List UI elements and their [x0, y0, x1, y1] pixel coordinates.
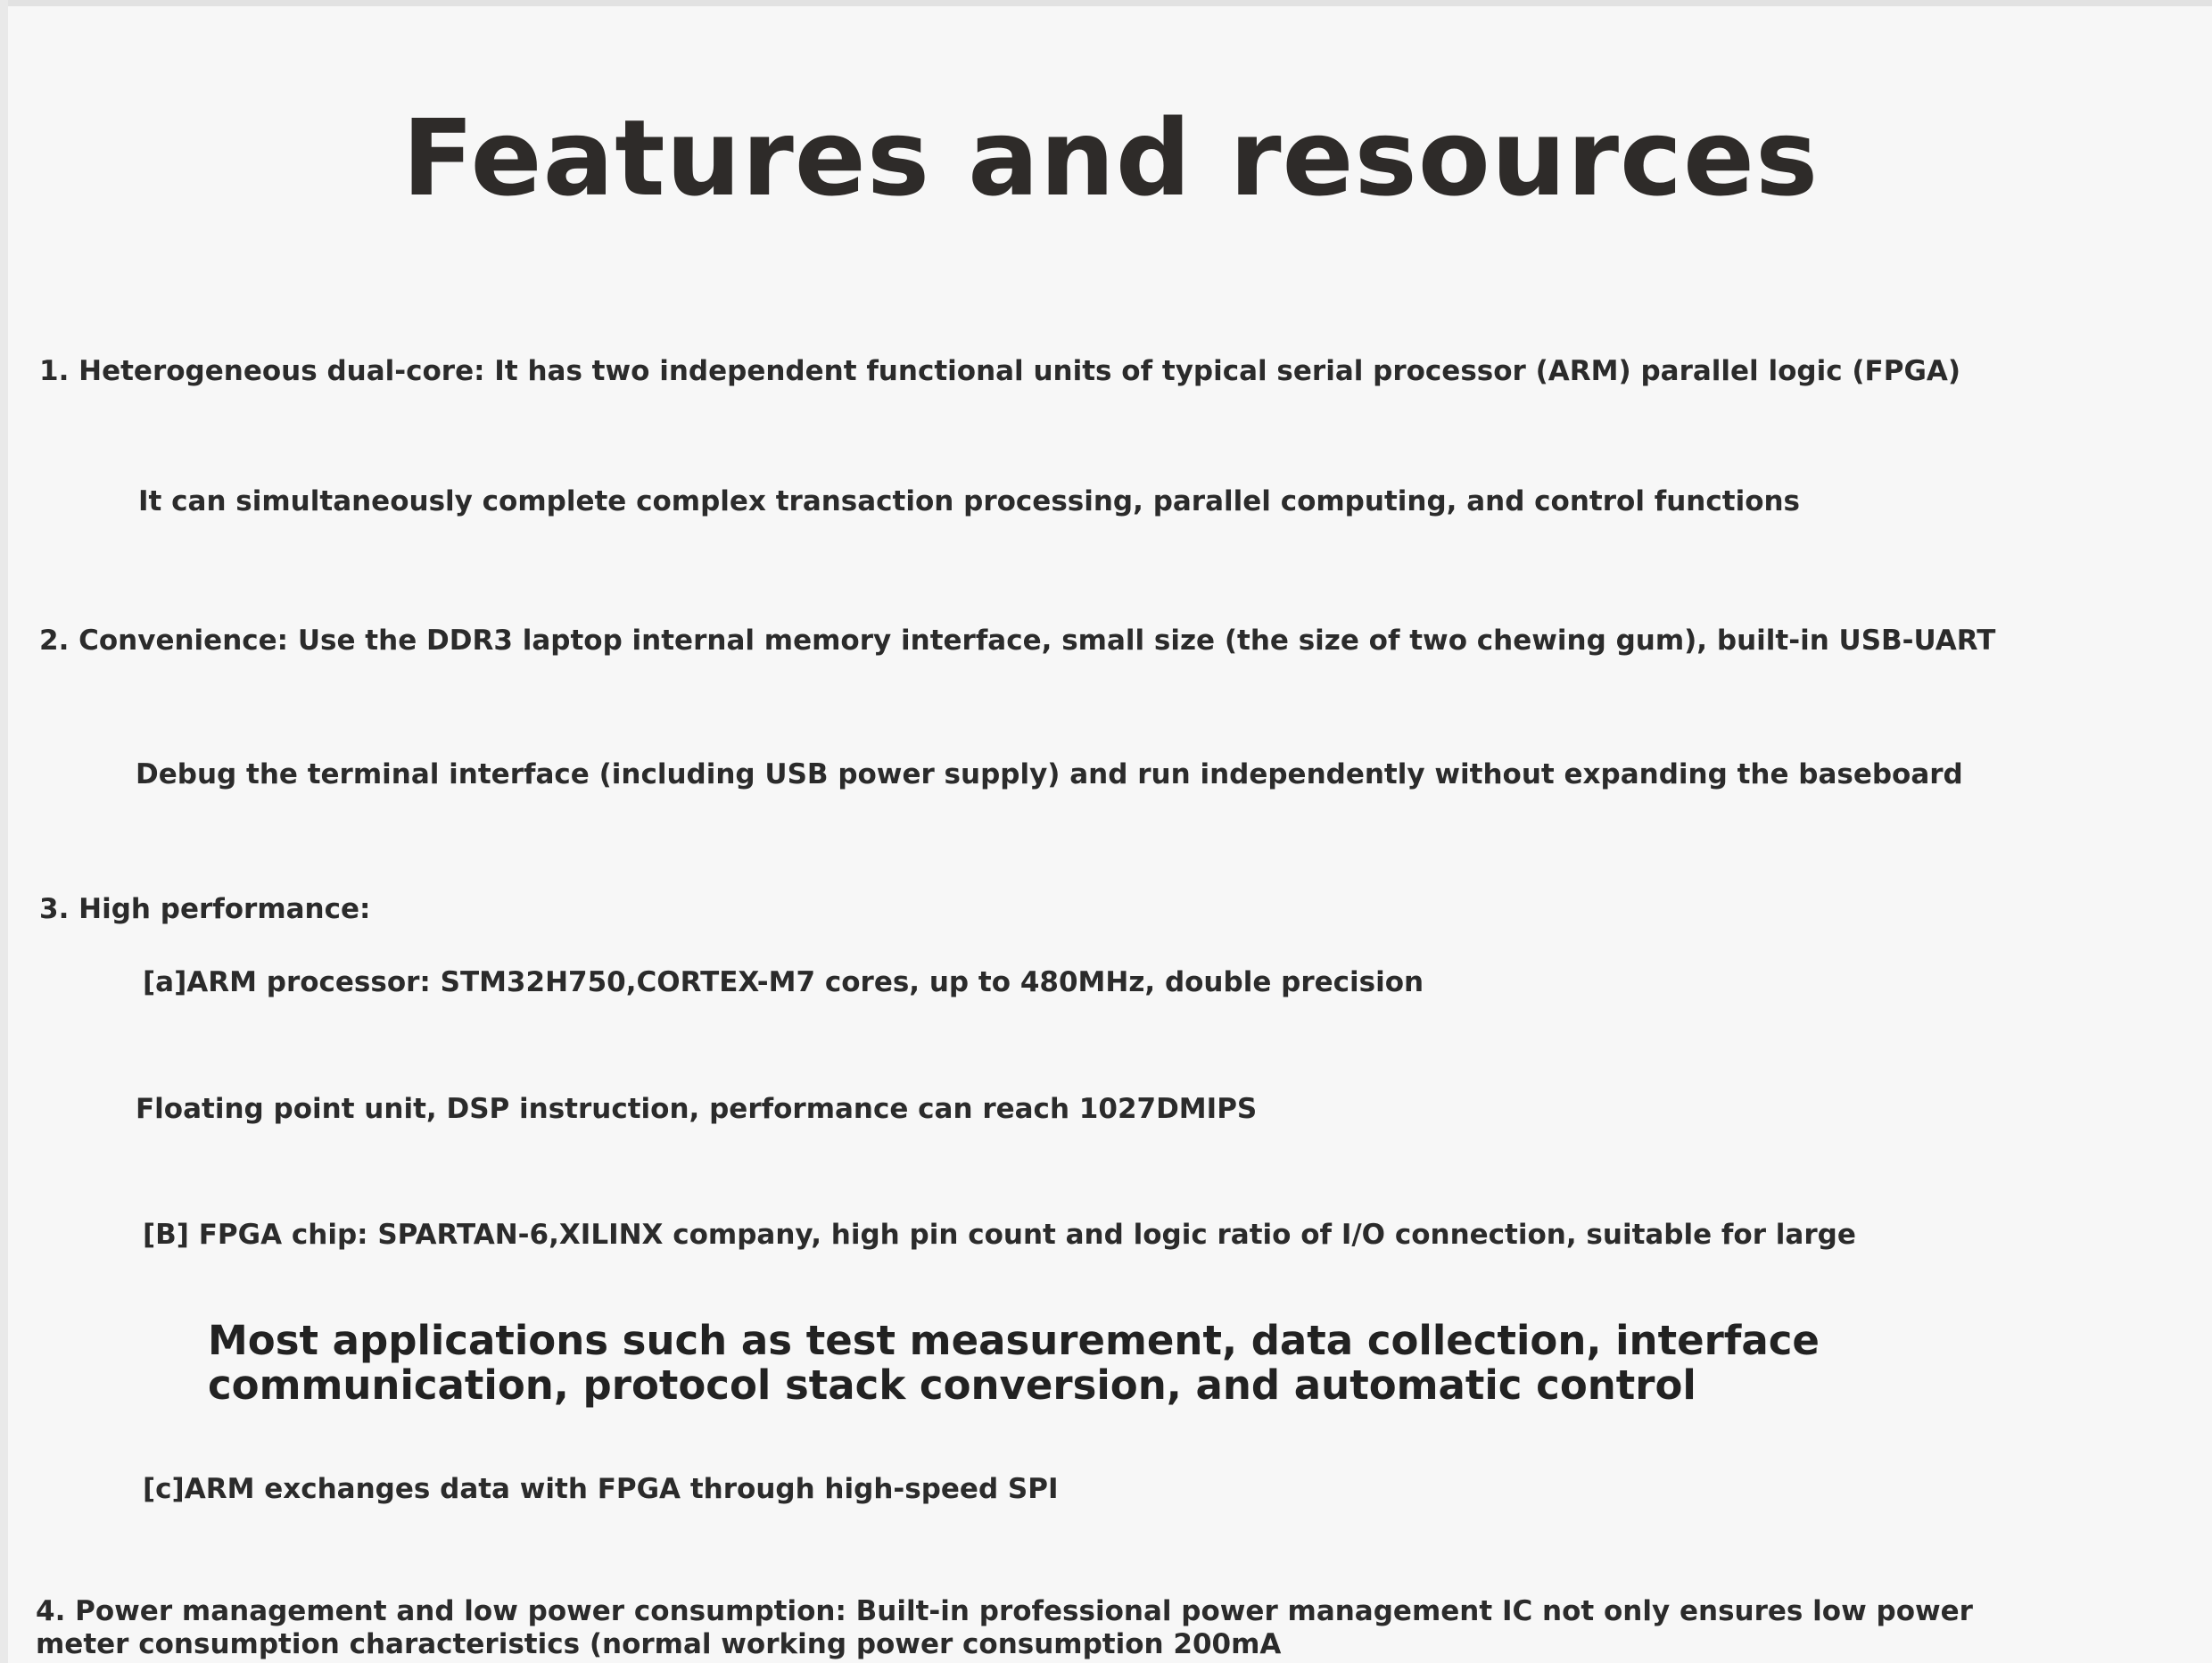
feature-3a-detail: Floating point unit, DSP instruction, performance can reach 1027DMIPS: [136, 1093, 1258, 1125]
feature-3b-detail: Most applications such as test measurement, data collection, interface communication, protocol stack conversion, and automatic control: [208, 1317, 1820, 1409]
feature-3-heading: 3. High performance:: [39, 893, 371, 925]
feature-2-detail: Debug the terminal interface (including USB power supply) and run independently without expanding the baseboard: [136, 758, 1963, 790]
feature-2-heading: 2. Convenience: Use the DDR3 laptop internal memory interface, small size (the size of two chewing gum), built-in USB-UART: [39, 625, 1996, 657]
feature-3b-fpga: [B] FPGA chip: SPARTAN-6,XILINX company, high pin count and logic ratio of I/O connection, suitable for large: [143, 1219, 1856, 1251]
feature-1-heading: 1. Heterogeneous dual-core: It has two independent functional units of typical serial processor (ARM) parallel logic (FPGA): [39, 355, 1961, 387]
feature-3c-spi: [c]ARM exchanges data with FPGA through high-speed SPI: [143, 1473, 1059, 1505]
left-border: [0, 0, 8, 1663]
page-title: Features and resources: [401, 96, 1820, 219]
top-border: [0, 0, 2212, 6]
feature-4-heading: 4. Power management and low power consumption: Built-in professional power management IC not only ensures low power meter consumption characteristics (normal working power consumption 200mA: [36, 1595, 1973, 1660]
feature-1-detail: It can simultaneously complete complex transaction processing, parallel computing, and control functions: [138, 485, 1801, 517]
feature-3a-arm: [a]ARM processor: STM32H750,CORTEX-M7 cores, up to 480MHz, double precision: [143, 966, 1424, 998]
